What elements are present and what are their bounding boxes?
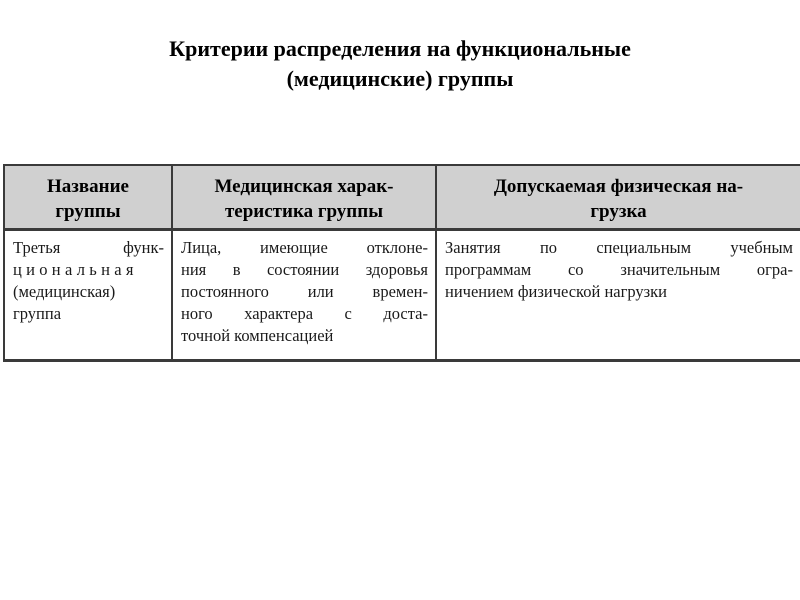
cell-group-name [4,230,172,361]
header-group-name-line-1: Название [46,175,129,197]
cell-characteristic-line: точной компенсацией [181,326,334,345]
cell-group-name-line: Третья функ- [13,238,164,257]
header-allowed-load-line-1: Допускаемая физическая на- [493,175,744,197]
cell-medical-characteristic [172,230,436,361]
title-line-1: Критерии распределения на функциональные [169,36,631,61]
cell-load-line: Занятия по специальным учебным [445,238,793,257]
header-allowed-load-line-2: грузка [590,200,647,222]
page-title [0,34,800,94]
cell-characteristic-line: Лица, имеющие отклоне- [181,238,428,257]
cell-characteristic-line: ного характера с доста- [181,304,428,323]
cell-load-line: программам со значительным огра- [445,260,793,279]
header-medical-characteristic [172,165,436,230]
cell-characteristic-line: ния в состоянии здоровья [181,260,428,279]
header-group-name-line-2: группы [55,200,121,222]
cell-group-name-line: (медицинская) [13,282,116,301]
table-header-row [4,165,800,230]
criteria-table-container [3,164,800,362]
cell-characteristic-line: постоянного или времен- [181,282,428,301]
header-allowed-load [436,165,800,230]
header-medical-characteristic-line-2: теристика группы [224,200,384,222]
cell-load-line: ничением физической нагрузки [445,282,668,301]
cell-group-name-line: циональная [13,260,138,279]
table-row [4,230,800,361]
criteria-table [3,164,800,362]
title-line-2: (медицинские) группы [286,66,514,91]
header-group-name [4,165,172,230]
cell-group-name-line: группа [13,304,62,323]
header-medical-characteristic-line-1: Медицинская харак- [214,175,394,197]
cell-allowed-load [436,230,800,361]
